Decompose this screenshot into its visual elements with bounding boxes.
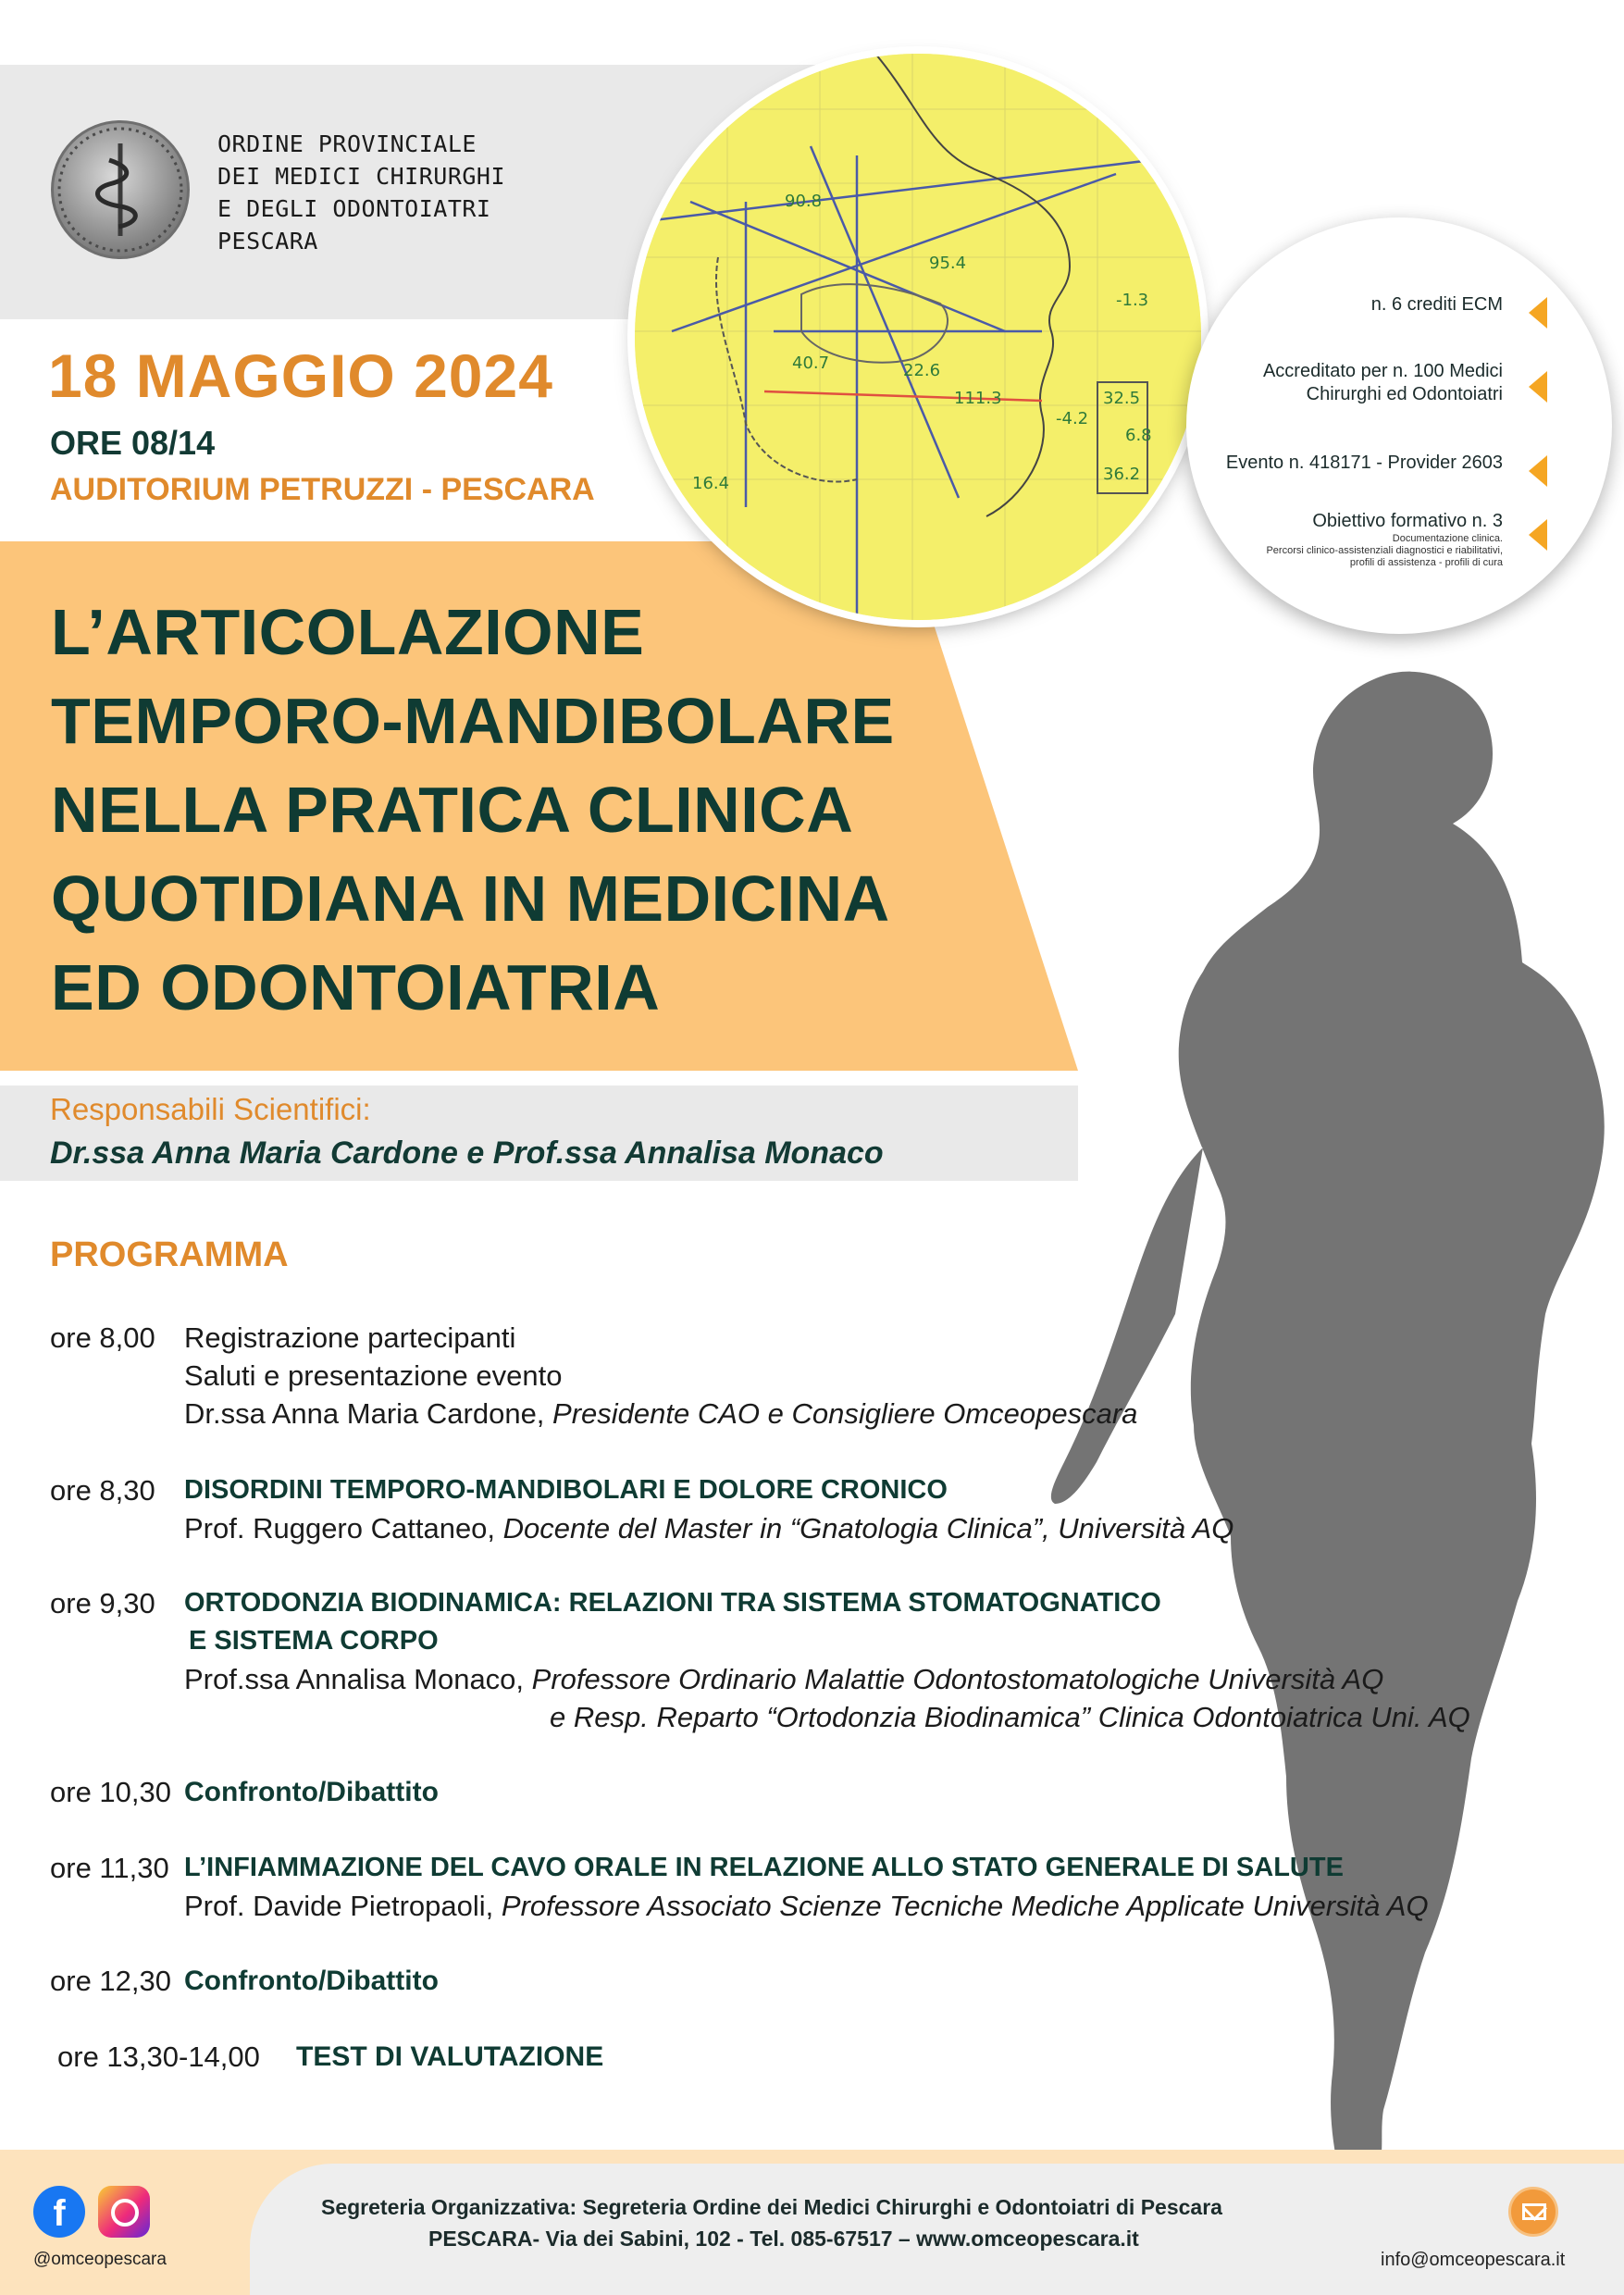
responsabili-label: Responsabili Scientifici:	[50, 1092, 371, 1126]
accredited-line: Chirurghi ed Odontoiatri	[1306, 384, 1503, 404]
triangle-icon	[1529, 297, 1547, 329]
objective-text: Obiettivo formativo n. 3	[1312, 511, 1503, 531]
org-line: ORDINE PROVINCIALE	[217, 130, 477, 157]
session-speaker: Prof. Ruggero Cattaneo,	[184, 1512, 503, 1544]
session-time: ore 8,00	[50, 1321, 155, 1354]
session-speaker-line	[184, 1509, 1233, 1547]
objective-detail: profili di assistenza - profili di cura	[1349, 557, 1503, 568]
session-role: Presidente CAO e Consigliere Omceopescara	[552, 1397, 1138, 1430]
session-time: ore 13,30-14,00	[57, 2041, 260, 2073]
session-title: Confronto/Dibattito	[184, 1966, 439, 1996]
event-time: ORE 08/14	[50, 424, 216, 462]
instagram-icon[interactable]	[98, 2186, 150, 2238]
title-line: ED ODONTOIATRIA	[51, 951, 661, 1023]
session-role: Docente del Master in “Gnatologia Clinica”, Università AQ	[502, 1512, 1234, 1544]
email-link[interactable]: info@omceopescara.it	[1381, 2250, 1566, 2270]
diagram-label: -4.2	[1056, 409, 1089, 428]
session-line: Registrazione partecipanti	[184, 1321, 516, 1354]
accredited-line: Accreditato per n. 100 Medici	[1262, 361, 1503, 381]
session-title: DISORDINI TEMPORO-MANDIBOLARI E DOLORE CRONICO	[184, 1475, 948, 1505]
diagram-label: -1.3	[1116, 291, 1149, 310]
session-speaker-line	[184, 1660, 1383, 1698]
triangle-icon	[1529, 519, 1547, 551]
session-time: ore 8,30	[50, 1474, 155, 1507]
session-speaker-line	[184, 1887, 1429, 1925]
title-line: QUOTIDIANA IN MEDICINA	[51, 862, 890, 935]
credits-text: n. 6 crediti ECM	[1370, 294, 1503, 315]
session-time: ore 9,30	[50, 1587, 155, 1619]
session-line: Saluti e presentazione evento	[184, 1359, 563, 1392]
session-speaker: Prof. Davide Pietropaoli,	[184, 1890, 502, 1922]
triangle-icon	[1529, 371, 1547, 403]
event-code: Evento n. 418171 - Provider 2603	[1225, 453, 1503, 473]
session-title: Confronto/Dibattito	[184, 1777, 439, 1807]
responsabili-names: Dr.ssa Anna Maria Cardone e Prof.ssa Annalisa Monaco	[50, 1135, 884, 1171]
accreditation-info	[1186, 217, 1612, 634]
info-objective	[1266, 510, 1503, 569]
session-title: E SISTEMA CORPO	[189, 1626, 439, 1656]
session-role: Professore Ordinario Malattie Odontostomatologiche Università AQ	[531, 1663, 1384, 1695]
secretariat-line: Segreteria Organizzativa: Segreteria Ordine dei Medici Chirurghi e Odontoiatri di Pescara	[321, 2195, 1222, 2219]
info-accredited	[1263, 360, 1503, 406]
title-line: NELLA PRATICA CLINICA	[51, 774, 854, 846]
event-venue: AUDITORIUM PETRUZZI - PESCARA	[50, 472, 595, 507]
event-date: 18 MAGGIO 2024	[48, 341, 553, 410]
title-line: TEMPORO-MANDIBOLARE	[51, 685, 895, 757]
session-role: e Resp. Reparto “Ortodonzia Biodinamica” Clinica Odontoiatrica Uni. AQ	[550, 1701, 1470, 1733]
session-title: L’INFIAMMAZIONE DEL CAVO ORALE IN RELAZIONE ALLO STATO GENERALE DI SALUTE	[184, 1853, 1344, 1882]
org-line: DEI MEDICI CHIRURGHI	[217, 163, 506, 190]
session-role: Professore Associato Scienze Tecniche Mediche Applicate Università AQ	[501, 1890, 1429, 1922]
objective-detail: Percorsi clinico-assistenziali diagnostici e riabilitativi,	[1266, 545, 1503, 556]
session-title: TEST DI VALUTAZIONE	[296, 2041, 604, 2072]
diagram-label: 90.8	[785, 192, 823, 211]
session-time: ore 11,30	[50, 1852, 169, 1884]
session-time: ore 12,30	[50, 1965, 171, 1997]
diagram-label: 32.5	[1103, 389, 1141, 408]
diagram-label: 36.2	[1103, 465, 1141, 484]
title-line: L’ARTICOLAZIONE	[51, 596, 645, 668]
session-speaker-line	[184, 1395, 1137, 1433]
organization-name	[217, 128, 505, 257]
diagram-label: 95.4	[929, 254, 967, 273]
programma-heading: PROGRAMMA	[50, 1235, 289, 1274]
diagram-label: 111.3	[954, 389, 1002, 408]
address-line: PESCARA- Via dei Sabini, 102 - Tel. 085-67517 – www.omceopescara.it	[428, 2227, 1139, 2251]
diagram-label: 6.8	[1125, 426, 1152, 445]
diagram-label: 40.7	[792, 354, 830, 373]
org-line: E DEGLI ODONTOIATRI	[217, 195, 491, 222]
session-time: ore 10,30	[50, 1776, 171, 1808]
session-speaker: Prof.ssa Annalisa Monaco,	[184, 1663, 532, 1695]
mail-icon[interactable]	[1508, 2187, 1558, 2237]
diagram-label: 22.6	[903, 361, 941, 380]
org-line: PESCARA	[217, 228, 318, 254]
objective-detail: Documentazione clinica.	[1392, 533, 1503, 544]
info-event	[1226, 452, 1503, 475]
session-title: ORTODONZIA BIODINAMICA: RELAZIONI TRA SISTEMA STOMATOGNATICO	[184, 1588, 1161, 1618]
diagram-label: 16.4	[692, 474, 730, 493]
triangle-icon	[1529, 455, 1547, 487]
info-credits	[1371, 293, 1503, 316]
session-speaker: Dr.ssa Anna Maria Cardone,	[184, 1397, 553, 1430]
cephalometric-diagram	[635, 54, 1201, 620]
facebook-icon[interactable]: f	[33, 2186, 85, 2238]
social-handle: @omceopescara	[33, 2250, 167, 2269]
order-logo	[51, 120, 190, 259]
event-title	[51, 588, 895, 1032]
